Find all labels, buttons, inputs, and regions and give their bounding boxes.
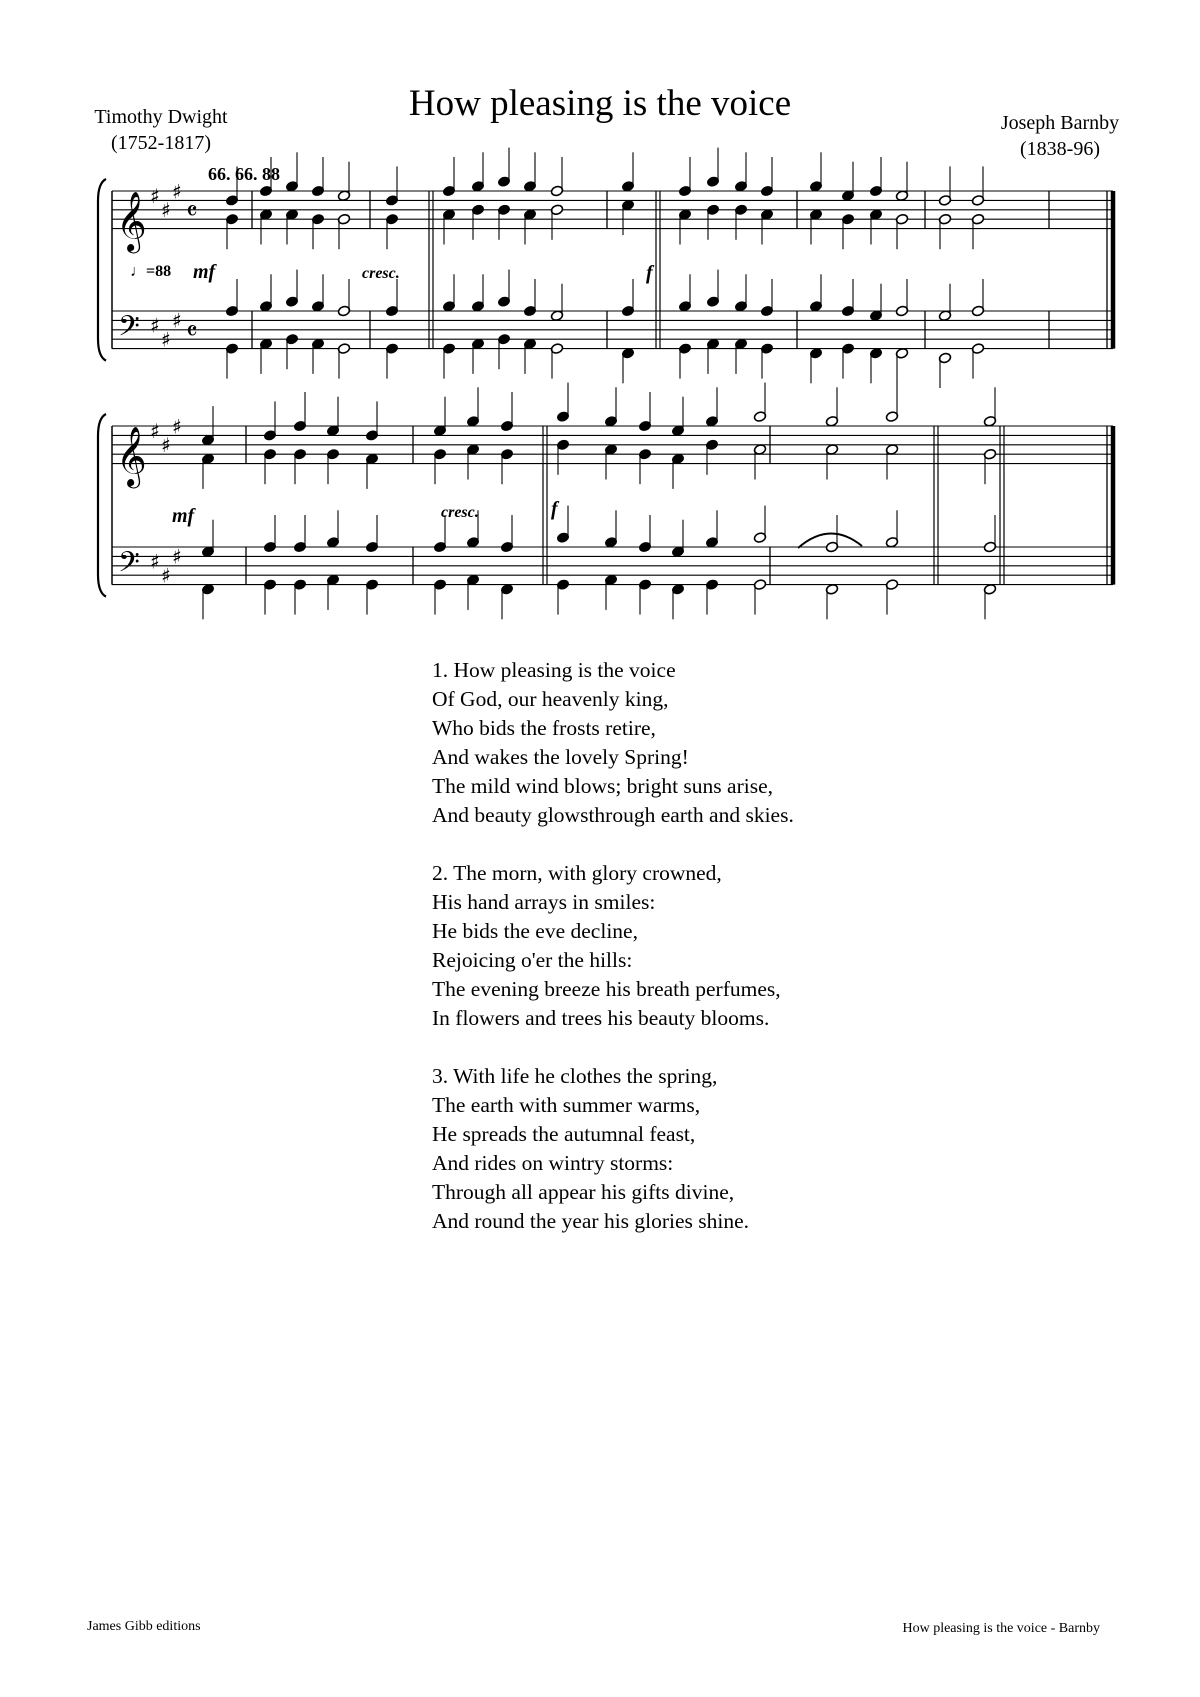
verse-3: [432, 1062, 794, 1236]
key-signature-sharp: ♯: [150, 184, 160, 208]
key-signature-sharp: ♯: [150, 549, 160, 574]
lyric-line: Of God, our heavenly king,: [432, 687, 669, 711]
meter-label: 66. 66. 88: [208, 164, 280, 184]
dynamic-cresc: cresc.: [441, 504, 479, 521]
key-signature-sharp: ♯: [161, 433, 171, 458]
bass-clef: 𝄢: [118, 546, 140, 587]
lyric-line: And beauty glowsthrough earth and skies.: [432, 803, 794, 827]
dynamic-f: f: [646, 262, 653, 284]
lyric-line: His hand arrays in smiles:: [432, 890, 656, 914]
lyric-line: He spreads the autumnal feast,: [432, 1122, 696, 1146]
key-signature-sharp: ♯: [161, 563, 171, 588]
dynamic-mf: mf: [193, 261, 216, 283]
bass-clef: 𝄢: [118, 310, 140, 351]
treble-clef: 𝄞: [116, 426, 147, 487]
system-bracket: [98, 179, 106, 361]
author-name: Timothy Dwight: [94, 106, 228, 128]
lyric-line: The evening breeze his breath perfumes,: [432, 977, 781, 1001]
footer-piece-title: How pleasing is the voice - Barnby: [902, 1621, 1100, 1636]
lyric-line: 2. The morn, with glory crowned,: [432, 861, 722, 885]
key-signature-sharp: ♯: [161, 327, 171, 352]
composer-dates: (1838-96): [1020, 138, 1100, 160]
lyric-line: The earth with summer warms,: [432, 1093, 701, 1117]
time-signature: 𝄴: [186, 196, 198, 227]
lyric-line: 3. With life he clothes the spring,: [432, 1064, 718, 1088]
key-signature-sharp: ♯: [172, 414, 182, 439]
key-signature-sharp: ♯: [150, 313, 160, 338]
lyric-line: Rejoicing o'er the hills:: [432, 948, 633, 972]
lyric-line: In flowers and trees his beauty blooms.: [432, 1006, 770, 1030]
verse-2: [432, 859, 794, 1033]
dynamic-mf: mf: [172, 505, 195, 527]
key-signature-sharp: ♯: [172, 308, 182, 333]
lyric-line: He bids the eve decline,: [432, 919, 638, 943]
lyric-line: Through all appear his gifts divine,: [432, 1180, 735, 1204]
dynamic-cresc: cresc.: [362, 265, 400, 282]
key-signature-sharp: ♯: [161, 198, 171, 223]
time-signature: 𝄴: [186, 316, 198, 347]
page-title: How pleasing is the voice: [408, 83, 792, 124]
lyric-line: And round the year his glories shine.: [432, 1209, 750, 1233]
author-dates: (1752-1817): [111, 132, 211, 154]
lyric-line: 1. How pleasing is the voice: [432, 658, 676, 682]
system-bracket: [98, 414, 106, 597]
hymn-lyrics: [432, 656, 794, 1265]
composer-name: Joseph Barnby: [1000, 112, 1120, 134]
lyric-line: The mild wind blows; bright suns arise,: [432, 774, 773, 798]
verse-1: [432, 656, 794, 830]
treble-clef: 𝄞: [116, 191, 147, 252]
dynamic-f: f: [551, 498, 558, 520]
lyric-line: And rides on wintry storms:: [432, 1151, 674, 1175]
key-signature-sharp: ♯: [150, 419, 160, 443]
lyric-line: And wakes the lovely Spring!: [432, 745, 689, 769]
key-signature-sharp: ♯: [172, 179, 182, 204]
tempo-marking: ♩=88: [130, 263, 172, 280]
lyric-line: Who bids the frosts retire,: [432, 716, 656, 740]
footer-publisher: James Gibb editions: [87, 1619, 201, 1634]
key-signature-sharp: ♯: [172, 544, 182, 569]
